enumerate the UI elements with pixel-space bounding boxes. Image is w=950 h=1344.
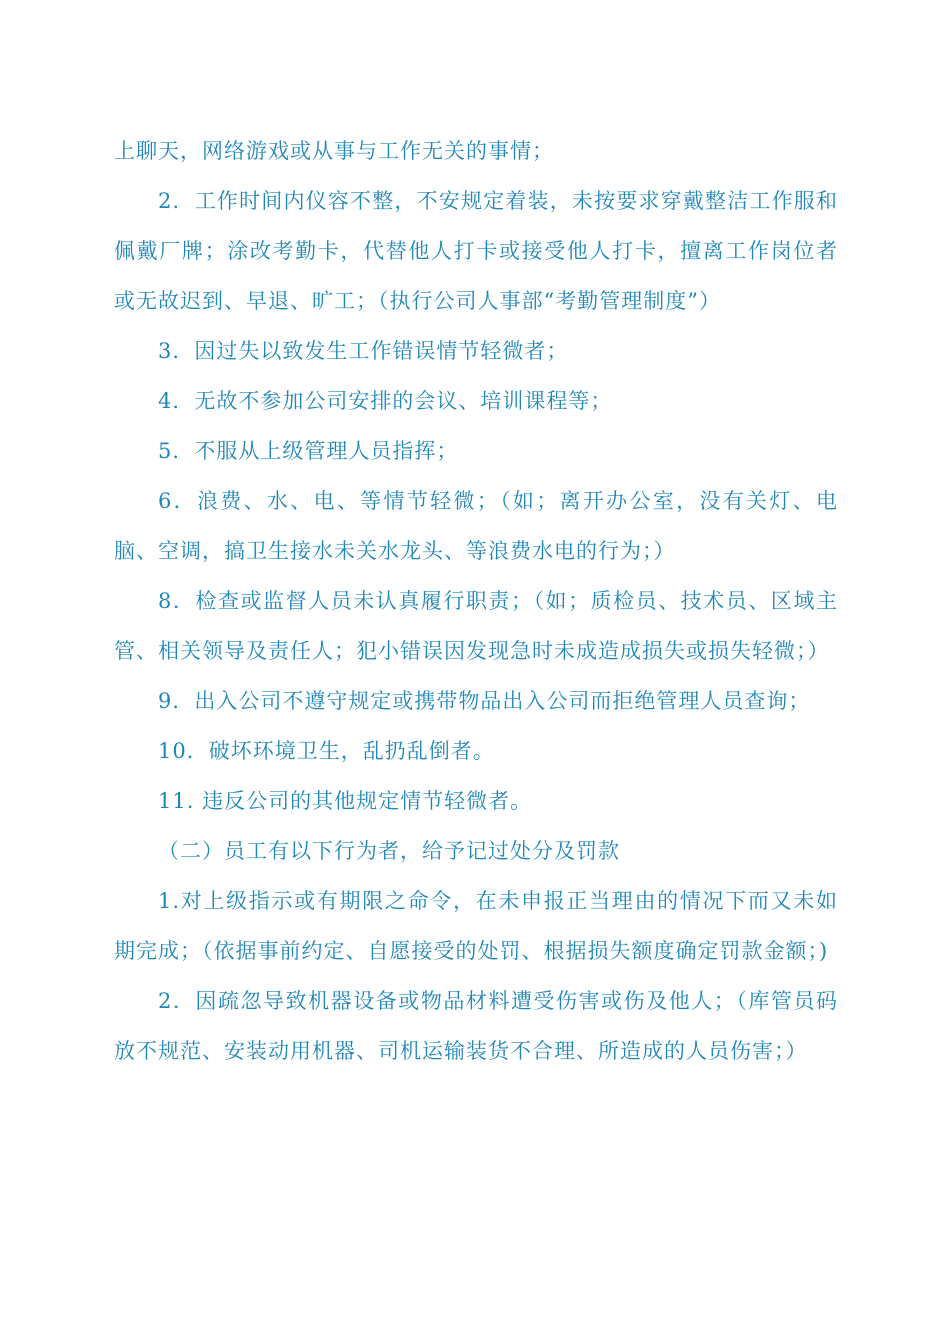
paragraph-4: 4．无故不参加公司安排的会议、培训课程等； xyxy=(158,389,613,413)
document-body xyxy=(114,126,838,1076)
paragraph-13: 2．因疏忽导致机器设备或物品材料遭受伤害或伤及他人；（库管员码放不规范、安装动用机器、司机运输装货不合理、所造成的人员伤害；） xyxy=(114,989,838,1063)
paragraph-2: 2．工作时间内仪容不整，不安规定着装，未按要求穿戴整洁工作服和佩戴厂牌；涂改考勤卡，代替他人打卡或接受他人打卡，擅离工作岗位者或无故迟到、早退、旷工；（执行公司人事部“考勤管理制度”） xyxy=(114,189,838,313)
paragraph-5: 5．不服从上级管理人员指挥； xyxy=(158,439,459,463)
paragraph-6: 6．浪费、水、电、等情节轻微；（如；离开办公室，没有关灯、电脑、空调，搞卫生接水未关水龙头、等浪费水电的行为；） xyxy=(114,489,838,563)
paragraph-1: 上聊天，网络游戏或从事与工作无关的事情； xyxy=(114,139,554,163)
paragraph-3: 3．因过失以致发生工作错误情节轻微者； xyxy=(158,339,569,363)
paragraph-8: 9．出入公司不遵守规定或携带物品出入公司而拒绝管理人员查询； xyxy=(158,689,811,713)
paragraph-7: 8．检查或监督人员未认真履行职责；（如；质检员、技术员、区域主管、相关领导及责任人；犯小错误因发现急时未成造成损失或损失轻微；） xyxy=(114,589,838,663)
paragraph-9: 10．破坏环境卫生，乱扔乱倒者。 xyxy=(158,739,495,763)
paragraph-12: 1.对上级指示或有期限之命令，在未申报正当理由的情况下而又未如期完成；（依据事前约定、自愿接受的处罚、根据损失额度确定罚款金额；) xyxy=(114,889,838,963)
paragraph-10: 11. 违反公司的其他规定情节轻微者。 xyxy=(158,789,533,813)
section-heading: （二）员工有以下行为者，给予记过处分及罚款 xyxy=(158,839,620,863)
